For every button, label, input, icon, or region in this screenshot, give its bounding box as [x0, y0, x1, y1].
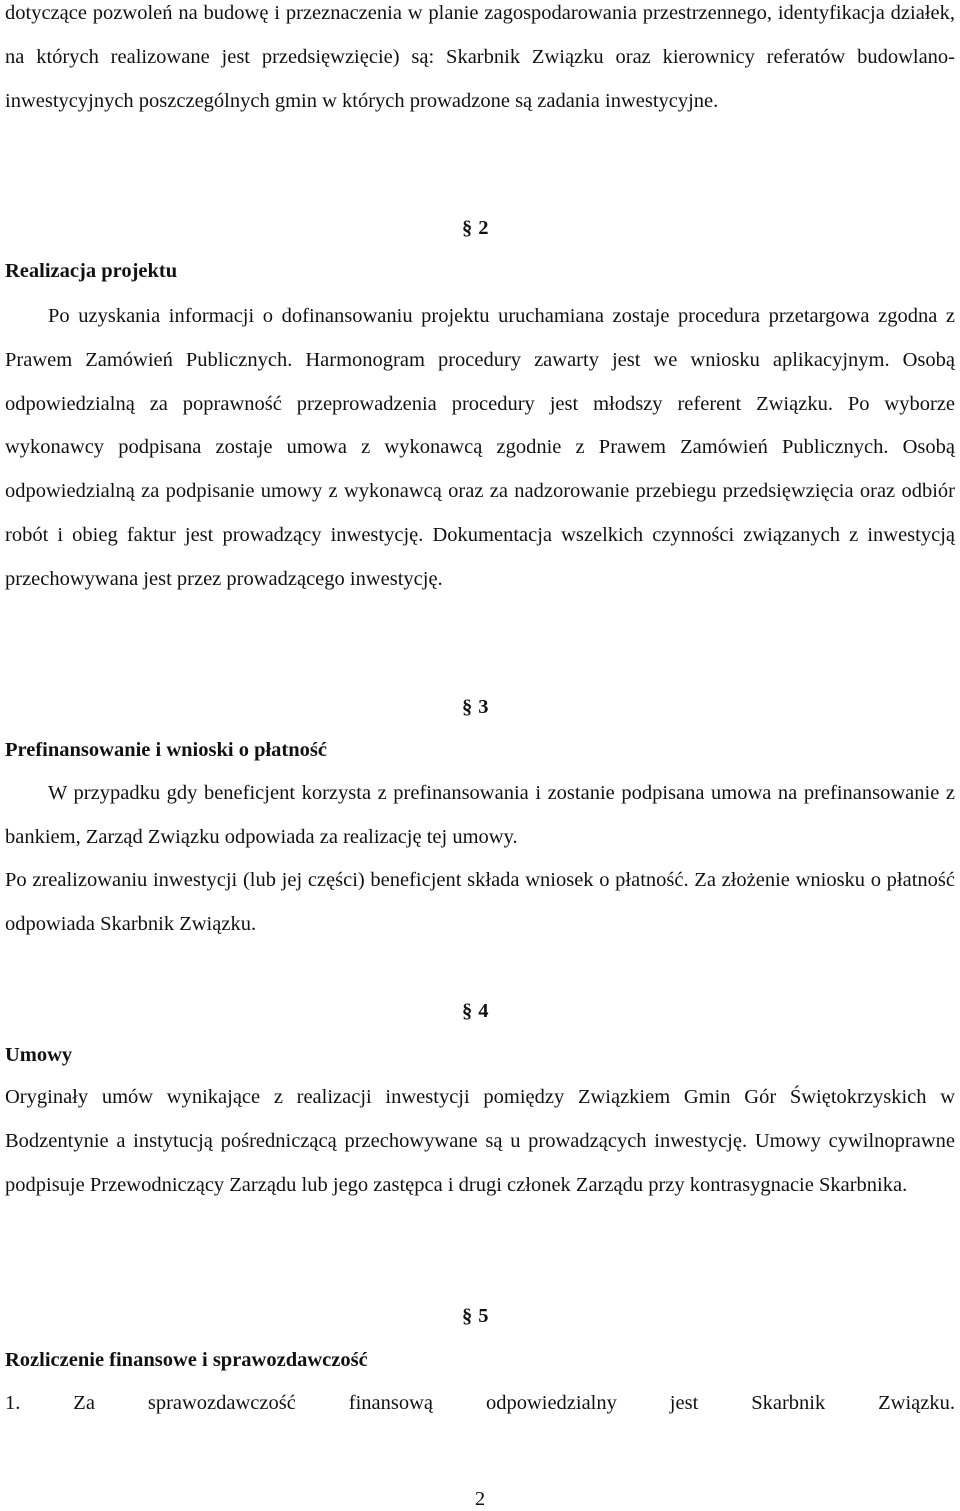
section-symbol: §: [462, 1305, 473, 1327]
section-symbol: §: [462, 217, 473, 239]
section-4-title: Umowy: [5, 1044, 73, 1066]
section-3-body: W przypadku gdy beneficjent korzysta z prefinansowania i zostanie podpisana umowa na prefinansowanie z bankiem, Zarząd Związku odpowiada za realizację tej umowy.: [5, 782, 955, 848]
section-2-body: Po uzyskania informacji o dofinansowaniu projektu uruchamiana zostaje procedura przetargowa zgodna z Prawem Zamówień Publicznych. Harmonogram procedury zawarty jest we wniosku aplikacyjnym. Osobą odpowiedzialną za poprawność przeprowadzenia procedury jest młodszy referent Związku. Po wyborze wykonawcy podpisana zostaje umowa z wykonawcą zgodnie z Prawem Zamówień Publicznych. Osobą odpowiedzialną za podpisanie umowy z wykonawcą oraz za nadzorowanie przebiegu przedsięwzięcia oraz odbiór robót i obieg faktur jest prowadzący inwestycję. Dokumentacja wszelkich czynności związanych z inwestycją przechowywana jest przez prowadzącego inwestycję.: [5, 305, 955, 590]
section-number: 4: [478, 1000, 489, 1022]
section-number: 3: [478, 696, 489, 718]
section-number: 2: [478, 217, 489, 239]
section-5-number: [462, 1303, 489, 1329]
page-number: 2: [474, 1488, 486, 1510]
section-3-title: Prefinansowanie i wnioski o płatność: [5, 739, 327, 761]
section-5-item-1: 1. Za sprawozdawczość finansową odpowiedzialny jest Skarbnik Związku.: [5, 1392, 955, 1414]
section-3-body-2: Po zrealizowaniu inwestycji (lub jej części) beneficjent składa wniosek o płatność. Za złożenie wniosku o płatność odpowiada Skarbnik Związku.: [5, 869, 955, 935]
section-5-title: Rozliczenie finansowe i sprawozdawczość: [5, 1349, 368, 1371]
section-number: 5: [478, 1305, 489, 1327]
section-4-number: [462, 998, 489, 1024]
section-symbol: §: [462, 1000, 473, 1022]
section-2-number: [462, 215, 489, 241]
section-2-title: Realizacja projektu: [5, 260, 178, 282]
section-symbol: §: [462, 696, 473, 718]
section-3-number: [462, 694, 489, 720]
intro-paragraph: dotyczące pozwoleń na budowę i przeznaczenia w planie zagospodarowania przestrzennego, identyfikacja działek, na których realizowane jest przedsięwzięcie) są: Skarbnik Związku oraz kierownicy referatów budowlano-inwestycyjnych poszczególnych gmin w których prowadzone są zadania inwestycyjne.: [5, 2, 955, 112]
section-4-body: Oryginały umów wynikające z realizacji inwestycji pomiędzy Związkiem Gmin Gór Świętokrzyskich w Bodzentynie a instytucją pośredniczącą przechowywane są u prowadzących inwestycję. Umowy cywilnoprawne podpisuje Przewodniczący Zarządu lub jego zastępca i drugi członek Zarządu przy kontrasygnacie Skarbnika.: [5, 1086, 955, 1196]
